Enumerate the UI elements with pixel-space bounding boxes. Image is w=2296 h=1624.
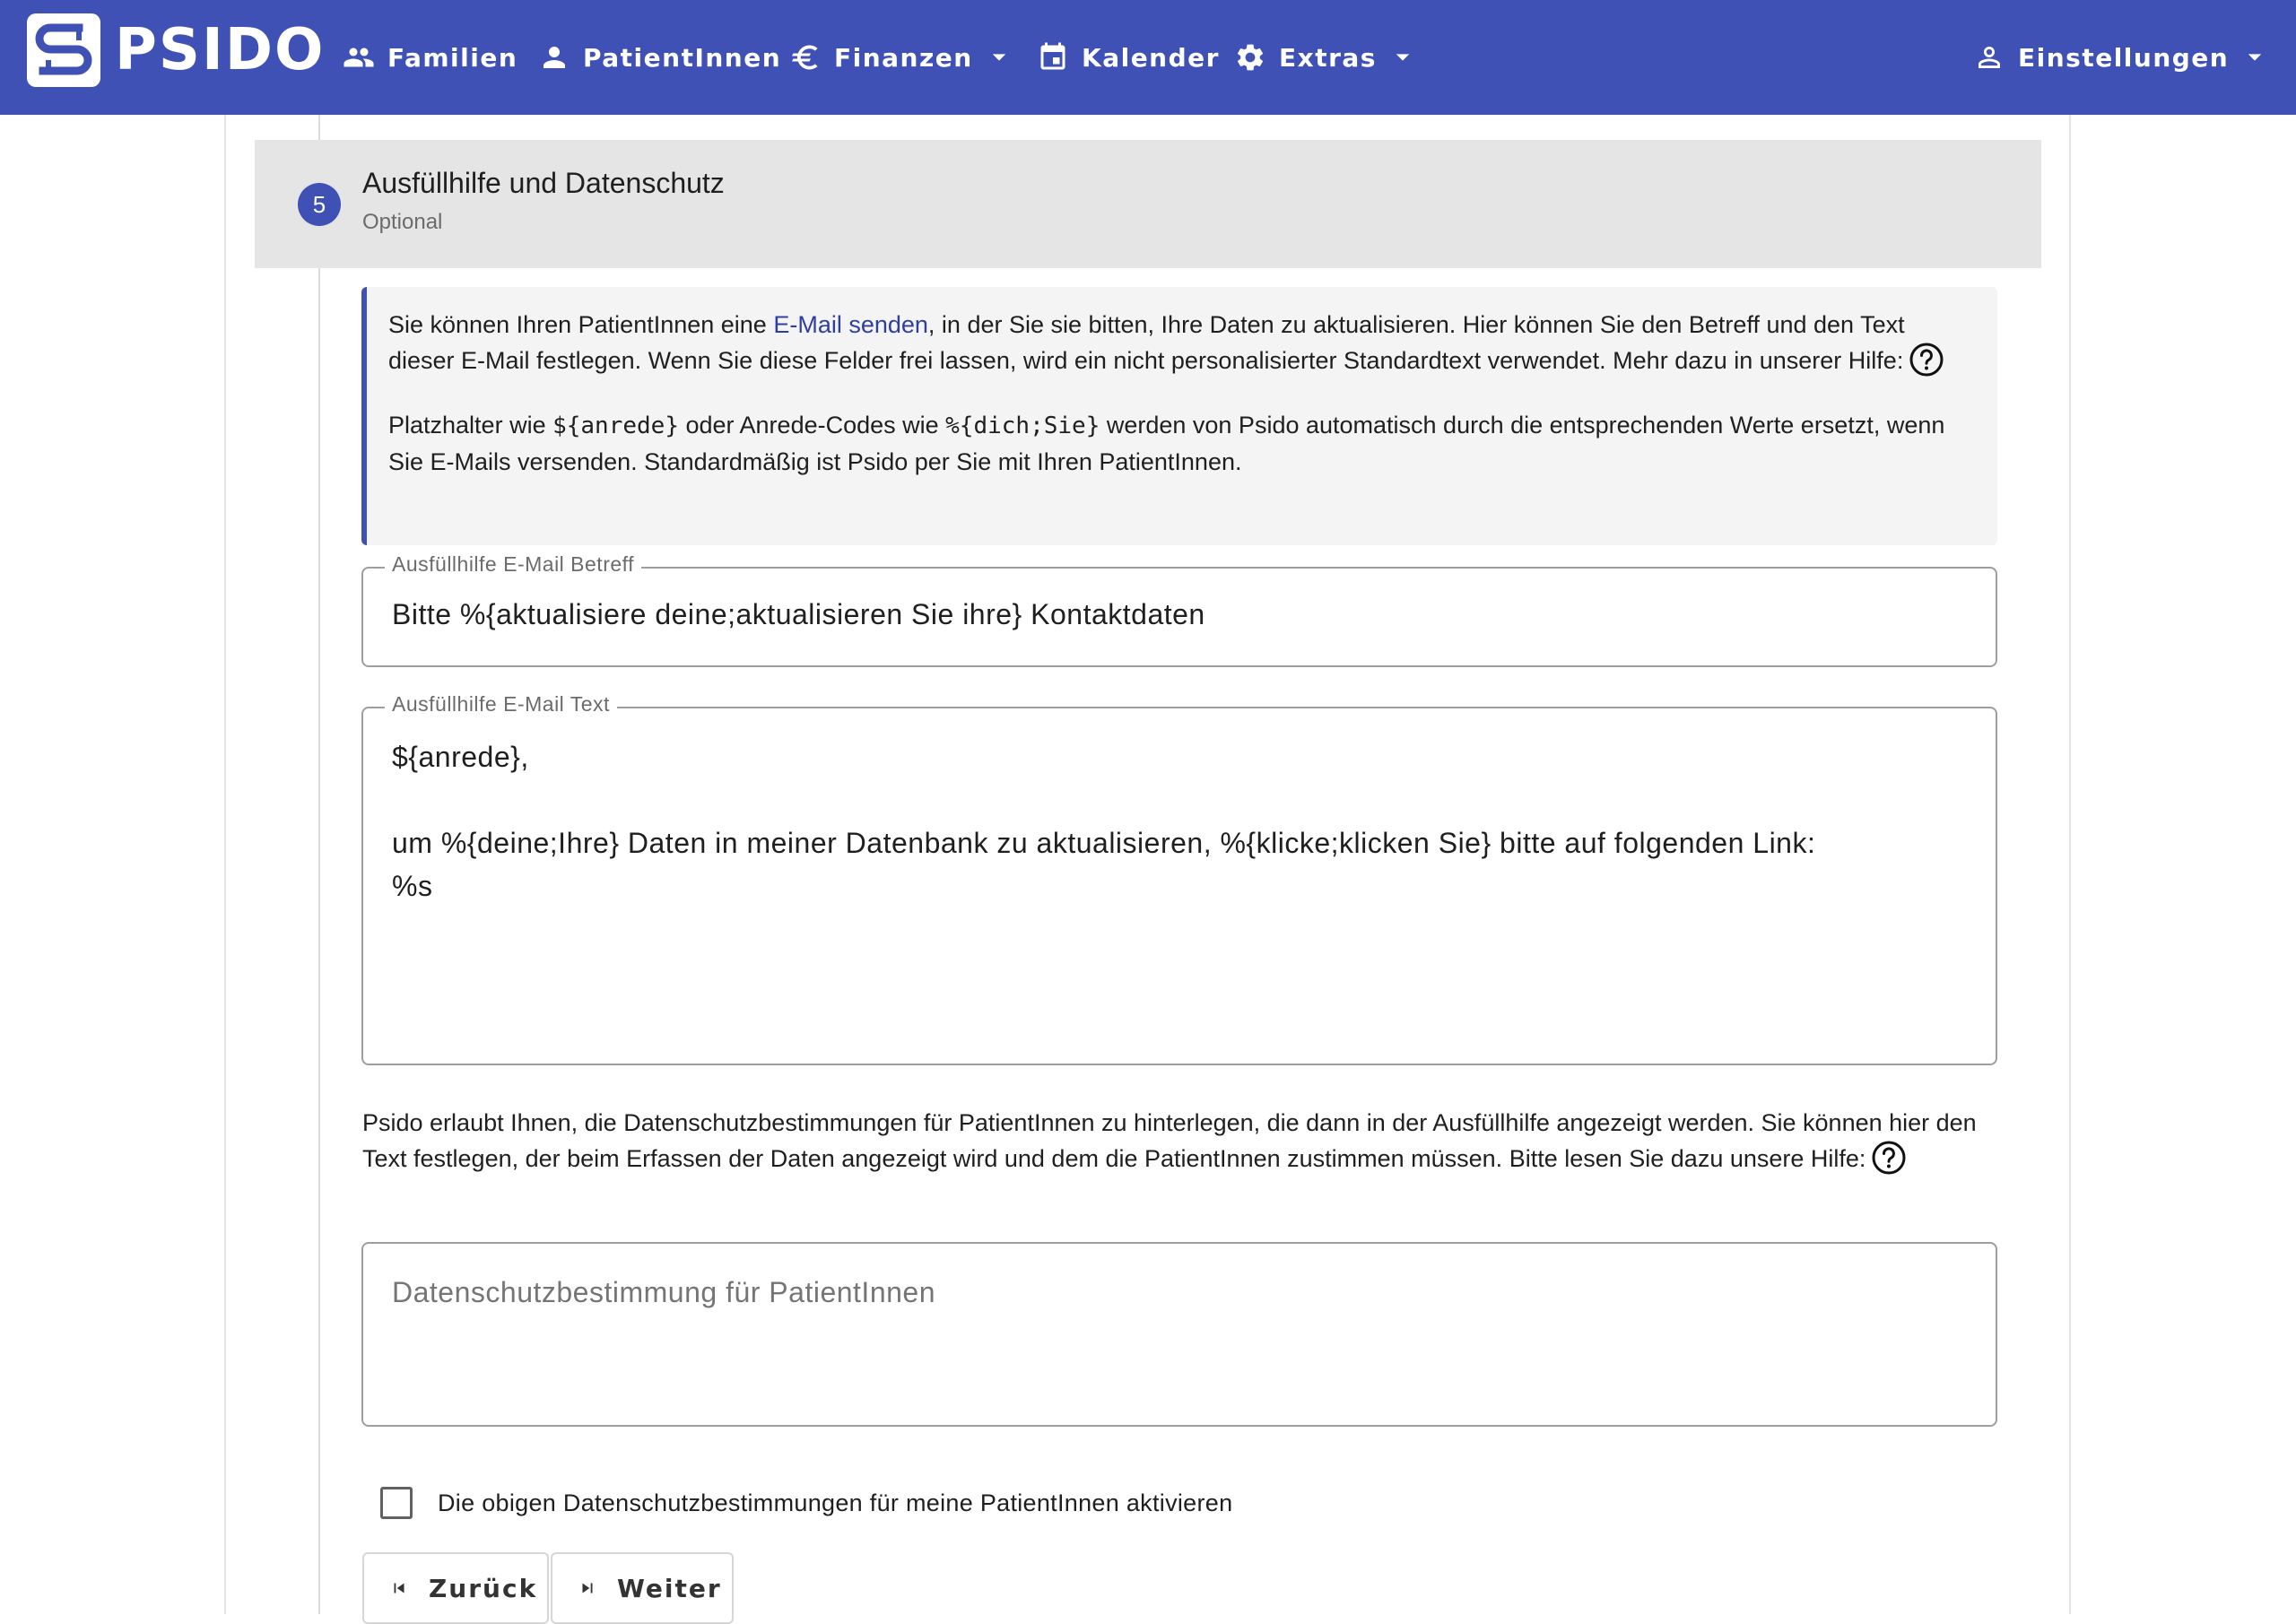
app-logo[interactable] (27, 14, 325, 86)
email-subject-label: Ausfüllhilfe E-Mail Betreff (385, 552, 641, 577)
back-button[interactable] (362, 1552, 549, 1624)
nav-finances[interactable] (789, 32, 1007, 83)
nav-families[interactable] (343, 32, 517, 83)
calendar-icon (1037, 41, 1069, 74)
nav-finances-label: Finanzen (834, 42, 973, 73)
chevron-down-icon (1395, 49, 1411, 65)
people-icon (343, 41, 375, 74)
placeholder-info-paragraph (388, 407, 1976, 480)
info-text: werden von Psido automatisch durch die entsprechenden Werte ersetzt, wenn Sie E-Mails versenden. Standardmäßig ist Psido per Sie mit Ihren PatientInnen. (388, 411, 1945, 475)
nav-patients[interactable] (538, 32, 781, 83)
content-border (2069, 115, 2071, 1614)
skip-previous-icon (389, 1578, 409, 1598)
euro-icon (789, 41, 822, 74)
privacy-activate-checkbox[interactable] (380, 1487, 413, 1519)
nav-families-label: Familien (387, 42, 518, 73)
email-subject-field[interactable] (361, 552, 1997, 667)
info-text: oder Anrede-Codes wie (678, 411, 946, 439)
info-text: Sie können Ihren PatientInnen eine (388, 311, 774, 338)
next-button-label: Weiter (617, 1573, 722, 1603)
email-text-value[interactable] (392, 735, 1815, 908)
info-box (361, 287, 1997, 545)
code-snippet: ${anrede} (552, 412, 679, 439)
privacy-intro (362, 1105, 2004, 1178)
app-name: PSIDO (115, 17, 326, 83)
nav-extras-label: Extras (1279, 42, 1377, 73)
privacy-intro-text: Psido erlaubt Ihnen, die Datenschutzbestimmungen für PatientInnen zu hinterlegen, die dann in der Ausfüllhilfe angezeigt werden. Sie können hier den Text festlegen, der beim Erfassen der Daten angezeigt wird und dem die PatientInnen zustimmen müssen. Bitte lesen Sie dazu unsere Hilfe: (362, 1109, 1977, 1172)
privacy-activate-label[interactable]: Die obigen Datenschutzbestimmungen für meine PatientInnen aktivieren (438, 1489, 1233, 1516)
content-border (224, 115, 226, 1614)
privacy-activate-row[interactable] (380, 1485, 1232, 1521)
skip-next-icon (578, 1578, 597, 1598)
gear-icon (1234, 41, 1266, 74)
chevron-down-icon (2247, 49, 2263, 65)
info-text: Platzhalter wie (388, 411, 553, 439)
email-text-line: um %{deine;Ihre} Daten in meiner Datenbank zu aktualisieren, %{klicke;klicken Sie} bitte auf folgenden Link: (392, 827, 1816, 859)
nav-patients-label: PatientInnen (583, 42, 782, 73)
next-button[interactable] (551, 1552, 734, 1624)
email-text-line: ${anrede}, (392, 741, 529, 773)
nav-calendar-label: Kalender (1082, 42, 1220, 73)
email-text-field[interactable] (361, 692, 1997, 1065)
nav-settings-label: Einstellungen (2018, 42, 2230, 73)
email-subject-value[interactable]: Bitte %{aktualisiere deine;aktualisieren Sie ihre} Kontaktdaten (392, 598, 1205, 630)
step-number-badge: 5 (298, 183, 341, 226)
step-title: Ausfüllhilfe und Datenschutz (362, 167, 725, 199)
nav-calendar[interactable] (1037, 32, 1220, 83)
email-text-line: %s (392, 870, 433, 902)
code-snippet: %{dich;Sie} (945, 412, 1100, 439)
step-header[interactable] (255, 140, 2041, 268)
person-outline-icon (1973, 41, 2005, 74)
nav-settings[interactable] (1973, 32, 2263, 83)
chevron-down-icon (991, 49, 1007, 65)
help-icon[interactable] (1871, 1140, 1907, 1176)
nav-extras[interactable] (1234, 32, 1411, 83)
email-text-line (392, 778, 1815, 821)
info-text: , in der Sie sie bitten, Ihre Daten zu aktualisieren. Hier können Sie den Betreff und den Text dieser E-Mail festlegen. Wenn Sie diese Felder frei lassen, wird ein nicht personalisierter Standardtext verwendet. Mehr dazu in unserer Hilfe: (388, 311, 1905, 374)
send-email-link[interactable]: E-Mail senden (773, 311, 928, 338)
step-subtitle: Optional (362, 210, 443, 234)
privacy-policy-field[interactable] (361, 1242, 1997, 1427)
person-icon (538, 41, 570, 74)
back-button-label: Zurück (429, 1573, 538, 1603)
email-text-label: Ausfüllhilfe E-Mail Text (385, 692, 617, 716)
psido-logo-icon (27, 13, 100, 87)
privacy-policy-placeholder: Datenschutzbestimmung für PatientInnen (392, 1276, 935, 1308)
help-icon[interactable] (1909, 342, 1944, 378)
top-navbar (0, 0, 2296, 115)
info-paragraph (388, 307, 1976, 380)
stepper-line (318, 115, 320, 1614)
